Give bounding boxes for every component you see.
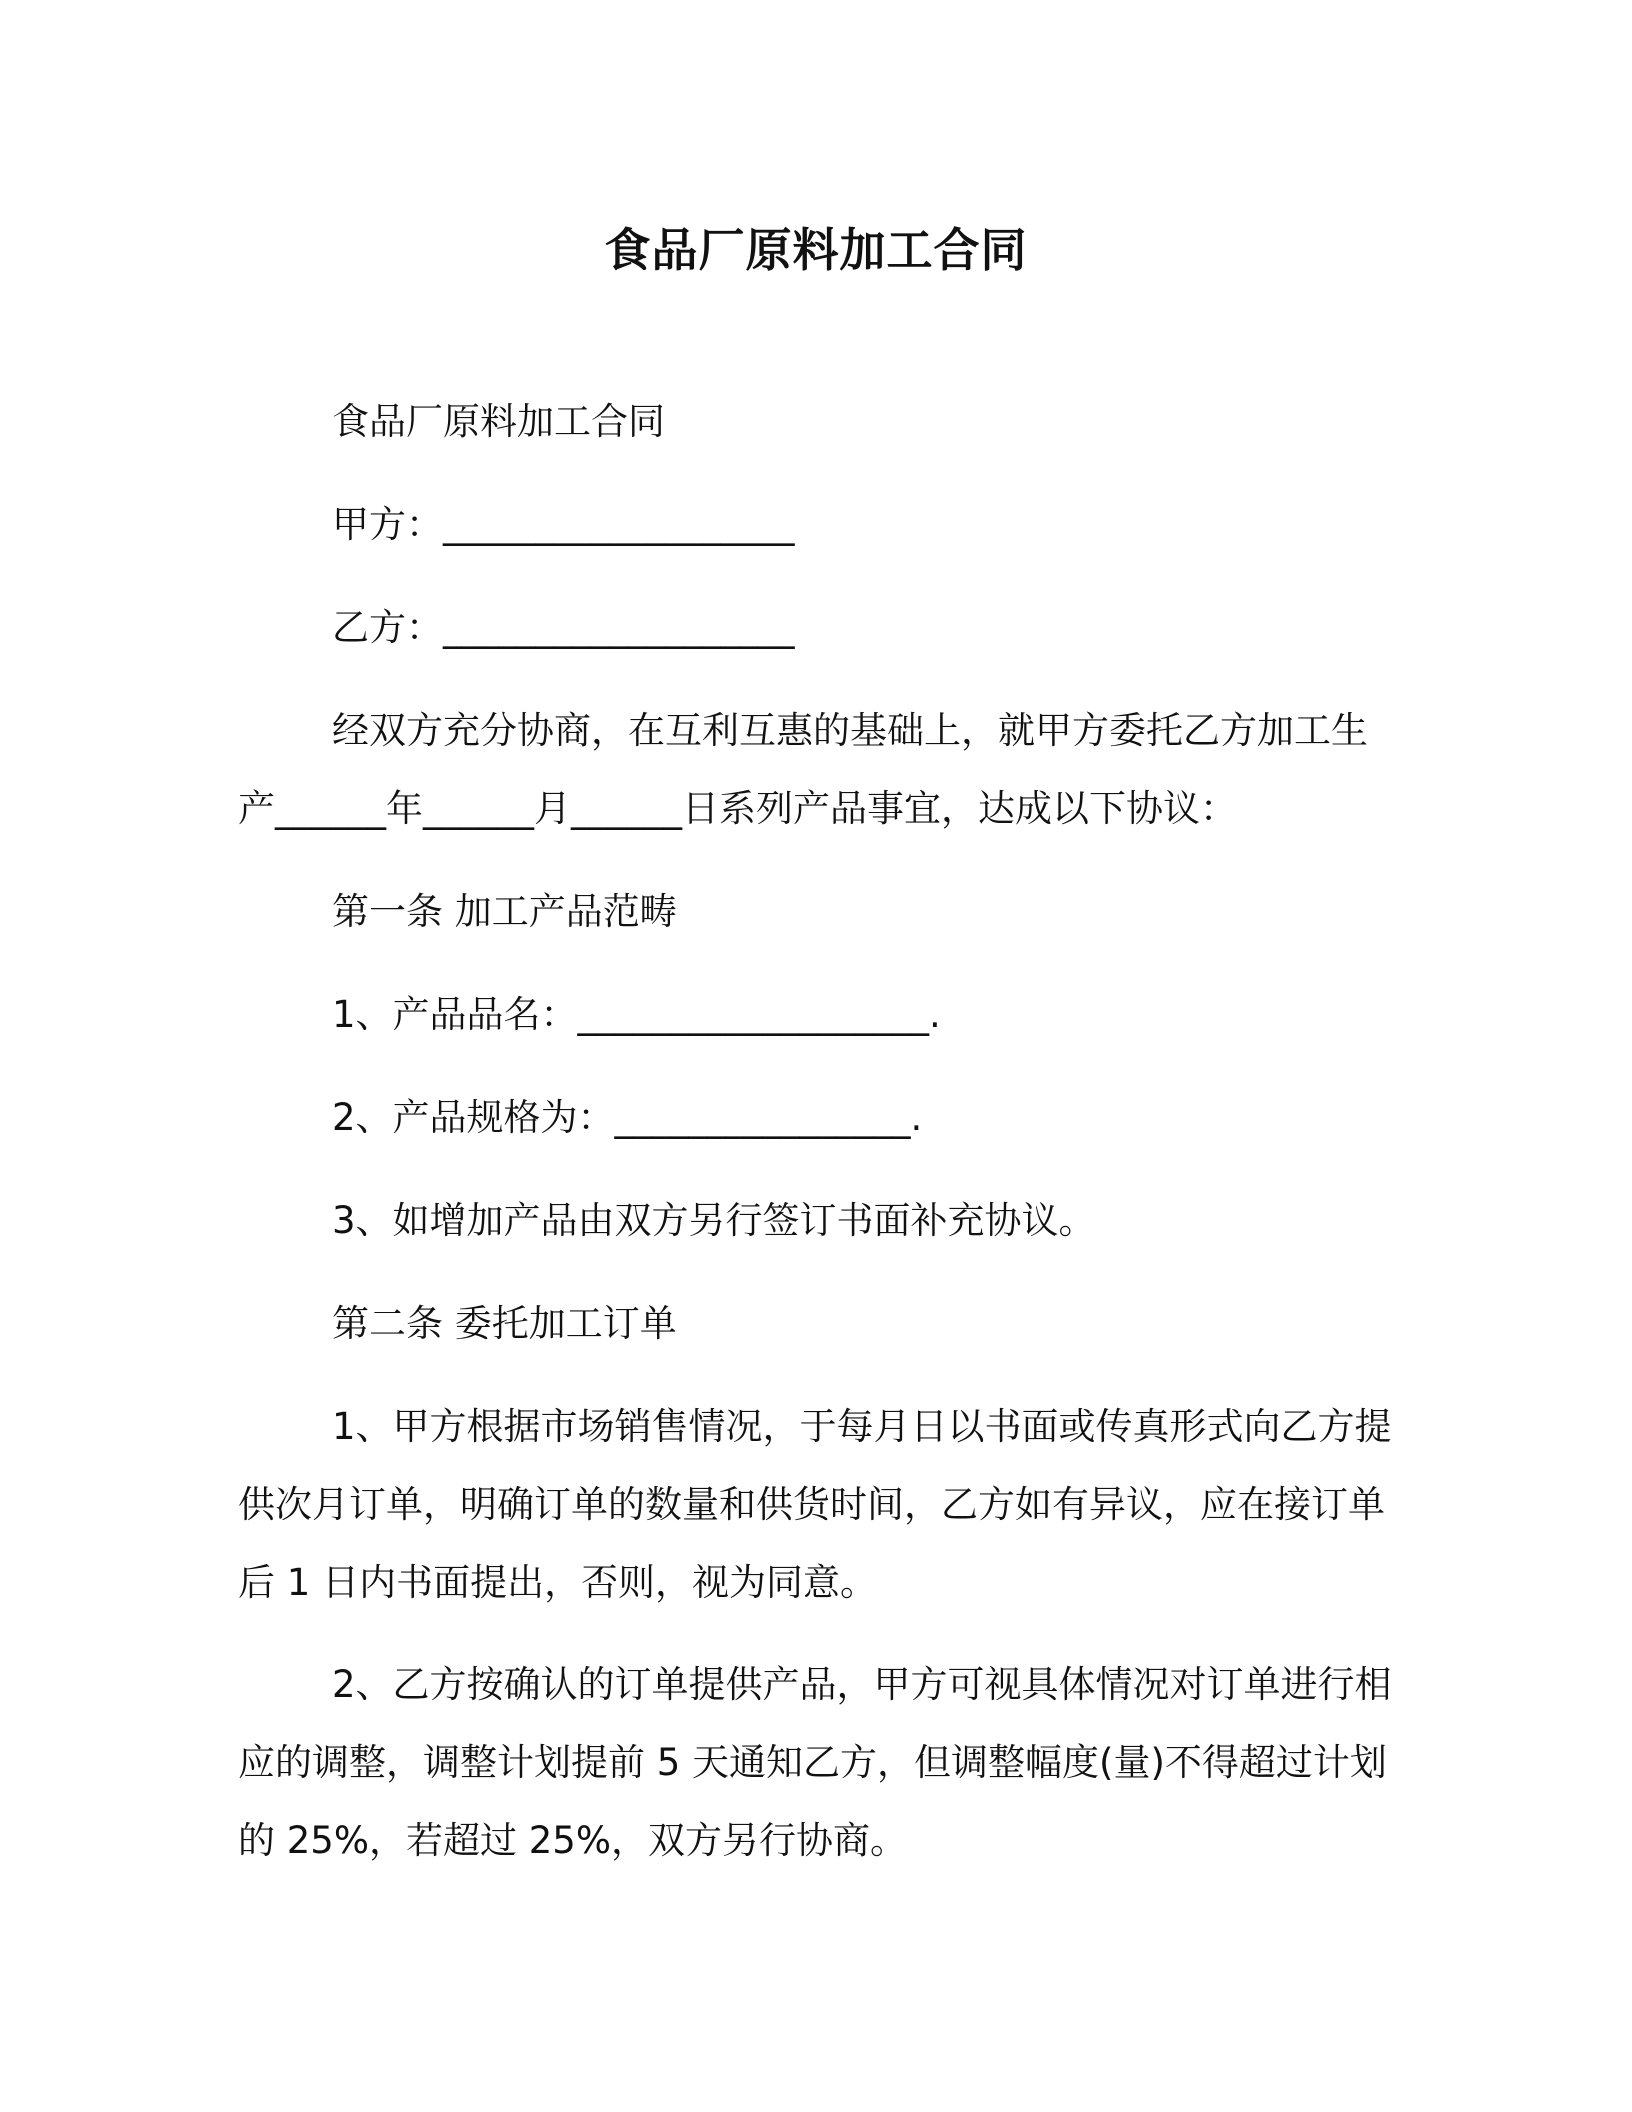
- party-b-line: 乙方：___________________: [332, 606, 795, 649]
- intro-line-2: 产______年______月______日系列产品事宜，达成以下协议：: [238, 787, 1237, 830]
- article-2-paragraph-1: 1、甲方根据市场销售情况，于每月日以书面或传真形式向乙方提供次月订单，明确订单的数量和供货时间，乙方如有异议，应在接订单后 1 日内书面提出，否则，视为同意。: [238, 1405, 1392, 1604]
- party-a-line: 甲方：___________________: [332, 503, 795, 546]
- document-title: 食品厂原料加工合同: [604, 223, 1028, 277]
- article-1-item-1: 1、产品品名：___________________.: [332, 993, 941, 1036]
- contract-subtitle: 食品厂原料加工合同: [332, 400, 665, 443]
- article-2-paragraph-2: 2、乙方按确认的订单提供产品，甲方可视具体情况对订单进行相应的调整，调整计划提前 5 天通知乙方，但调整幅度(量)不得超过计划的 25%，若超过 25%，双方另行协商。: [238, 1663, 1392, 1862]
- intro-line-1: 经双方充分协商，在互利互惠的基础上，就甲方委托乙方加工生: [332, 709, 1368, 752]
- article-2-heading: 第二条 委托加工订单: [332, 1302, 677, 1345]
- article-1-heading: 第一条 加工产品范畴: [332, 890, 677, 933]
- article-1-item-3: 3、如增加产品由双方另行签订书面补充协议。: [332, 1199, 1096, 1242]
- article-1-item-2: 2、产品规格为：________________.: [332, 1096, 923, 1139]
